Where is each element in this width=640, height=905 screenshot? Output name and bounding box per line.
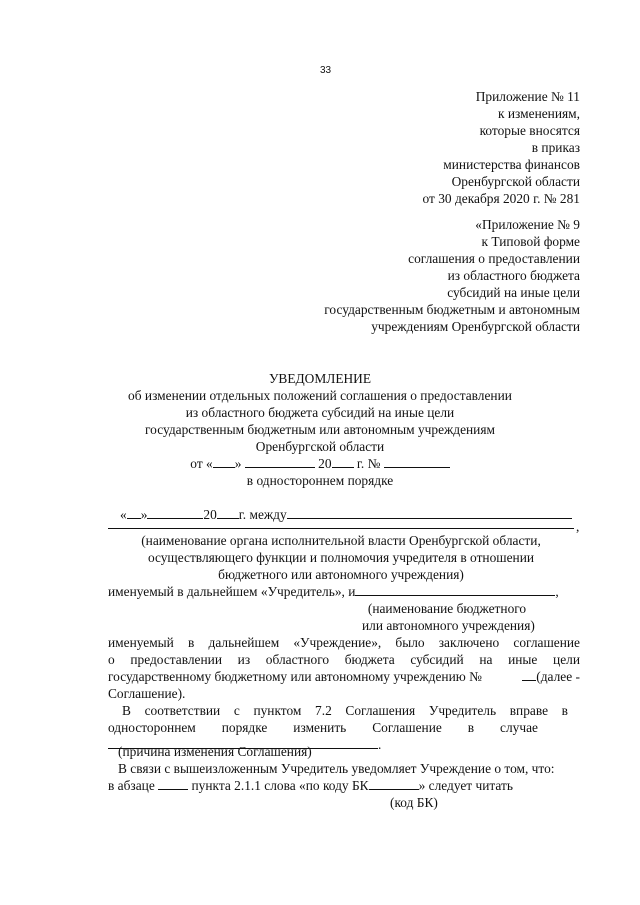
founder-hint: (наименование органа исполнительной власти Оренбургской области, осуществляющего функции и полномочия учредителя в отношении бюджетного или автономного учреждения)	[141, 533, 541, 582]
appendix-sub-line: соглашения о предоставлении	[408, 251, 580, 266]
notice-title	[70, 370, 570, 489]
appendix-sub-line: из областного бюджета	[447, 268, 580, 283]
institution-hint: (наименование бюджетного или автономного учреждения)	[362, 601, 535, 633]
appendix-header	[423, 88, 581, 207]
notice-subtitle-line: об изменении отдельных положений соглашения о предоставлении	[128, 388, 512, 403]
agreement-date-line: « » 20 г. между	[120, 506, 572, 523]
notice-subtitle-line: Оренбургской области	[255, 439, 385, 454]
code-hint: (код БК)	[390, 795, 438, 810]
appendix-sub-line: к Типовой форме	[481, 234, 580, 249]
notice-heading: УВЕДОМЛЕНИЕ	[268, 371, 372, 386]
notify-line: В связи с вышеизложенным Учредитель уведомляет Учреждение о том, что:	[118, 761, 555, 776]
appendix-sub-line: субсидий на иные цели	[447, 285, 580, 300]
appendix-line: Оренбургской области	[451, 174, 580, 189]
appendix-sub-line: государственным бюджетным и автономным	[324, 302, 580, 317]
appendix-sub-line: учреждениям Оренбургской области	[371, 319, 580, 334]
appendix-line: от 30 декабря 2020 г. № 281	[422, 191, 580, 206]
paragraph-agreement: именуемый в дальнейшем «Учреждение», было заключено соглашение о предоставлении из областного бюджета субсидий на иные цели государственному бюджетному или автономному учреждению № (далее - Соглашение).	[108, 635, 580, 701]
notice-date-line: от « » 20 г. №	[70, 455, 570, 472]
notice-subtitle-line: из областного бюджета субсидий на иные цели	[185, 405, 455, 420]
paragraph-clause: В соответствии с пунктом 7.2 Соглашения Учредитель вправе в одностороннем порядке изменить Соглашение в случае .	[108, 703, 568, 752]
appendix-line: к изменениям,	[498, 106, 580, 121]
appendix-line: министерства финансов	[443, 157, 580, 172]
reason-hint: (причина изменения Соглашения)	[118, 744, 312, 759]
appendix-line: в приказ	[531, 140, 580, 155]
named-founder-line: именуемый в дальнейшем «Учредитель», и ,	[108, 584, 559, 599]
paragraph-kbk: в абзаце пункта 2.1.1 слова «по коду БК » следует читать	[108, 778, 513, 793]
founder-name-comma: ,	[576, 519, 580, 534]
appendix-sub-line: «Приложение № 9	[475, 217, 580, 232]
founder-name-blank[interactable]	[108, 528, 574, 529]
appendix-line: Приложение № 11	[475, 89, 580, 104]
appendix-sub-header	[324, 216, 580, 335]
page-number: 33	[320, 65, 332, 76]
appendix-line: которые вносятся	[479, 123, 580, 138]
notice-mode: в одностороннем порядке	[246, 473, 394, 488]
notice-subtitle-line: государственным бюджетным или автономным учреждениям	[145, 422, 495, 437]
